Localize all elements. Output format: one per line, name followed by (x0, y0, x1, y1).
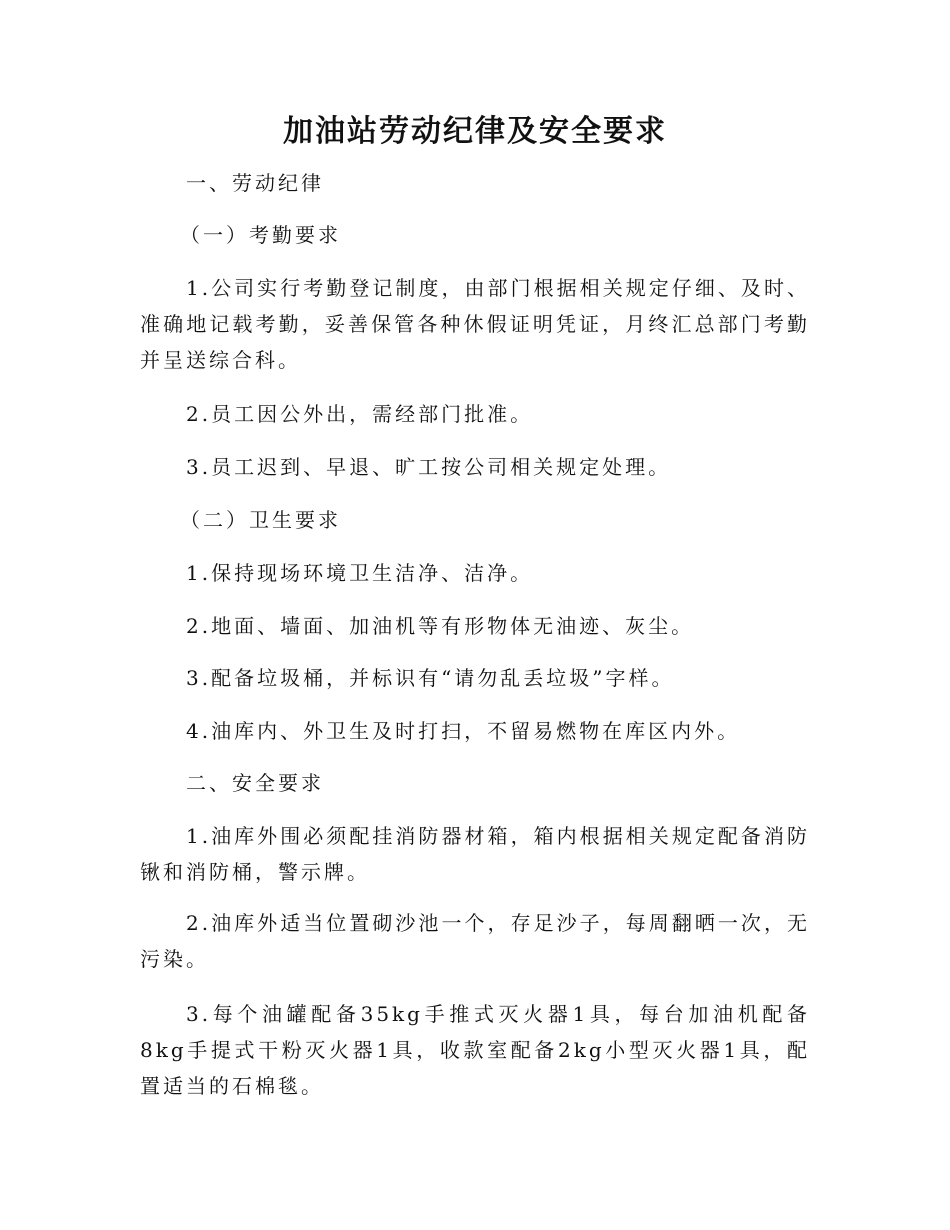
hygiene-item-1: 1.保持现场环境卫生洁净、洁净。 (186, 561, 534, 585)
hygiene-item-4: 4.油库内、外卫生及时打扫，不留易燃物在库区内外。 (186, 719, 741, 743)
safety-item-2: 2.油库外适当位置砌沙池一个，存足沙子，每周翻晒一次，无污染。 (140, 911, 810, 971)
safety-item-1: 1.油库外围必须配挂消防器材箱，箱内根据相关规定配备消防锹和消防桶，警示牌。 (140, 824, 810, 884)
safety-item-3: 3.每个油罐配备35kg手推式灭火器1具，每台加油机配备8kg手提式干粉灭火器1具，收款室配备2kg小型灭火器1具，配置适当的石棉毯。 (140, 1002, 810, 1098)
attendance-item-3: 3.员工迟到、早退、旷工按公司相关规定处理。 (186, 455, 672, 479)
hygiene-item-2: 2.地面、墙面、加油机等有形物体无油迹、灰尘。 (186, 614, 695, 638)
subsection-heading-hygiene: （二）卫生要求 (180, 508, 341, 532)
subsection-heading-attendance: （一）考勤要求 (180, 223, 341, 247)
attendance-item-1: 1.公司实行考勤登记制度，由部门根据相关规定仔细、及时、准确地记载考勤，妥善保管各种休假证明凭证，月终汇总部门考勤并呈送综合科。 (140, 276, 810, 372)
section-heading-labor-discipline: 一、劳动纪律 (186, 171, 324, 195)
section-heading-safety: 二、安全要求 (186, 771, 324, 795)
hygiene-item-3: 3.配备垃圾桶，并标识有“请勿乱丢垃圾”字样。 (186, 666, 675, 690)
attendance-item-2: 2.员工因公外出，需经部门批准。 (186, 402, 534, 426)
document-title: 加油站劳动纪律及安全要求 (283, 114, 667, 149)
